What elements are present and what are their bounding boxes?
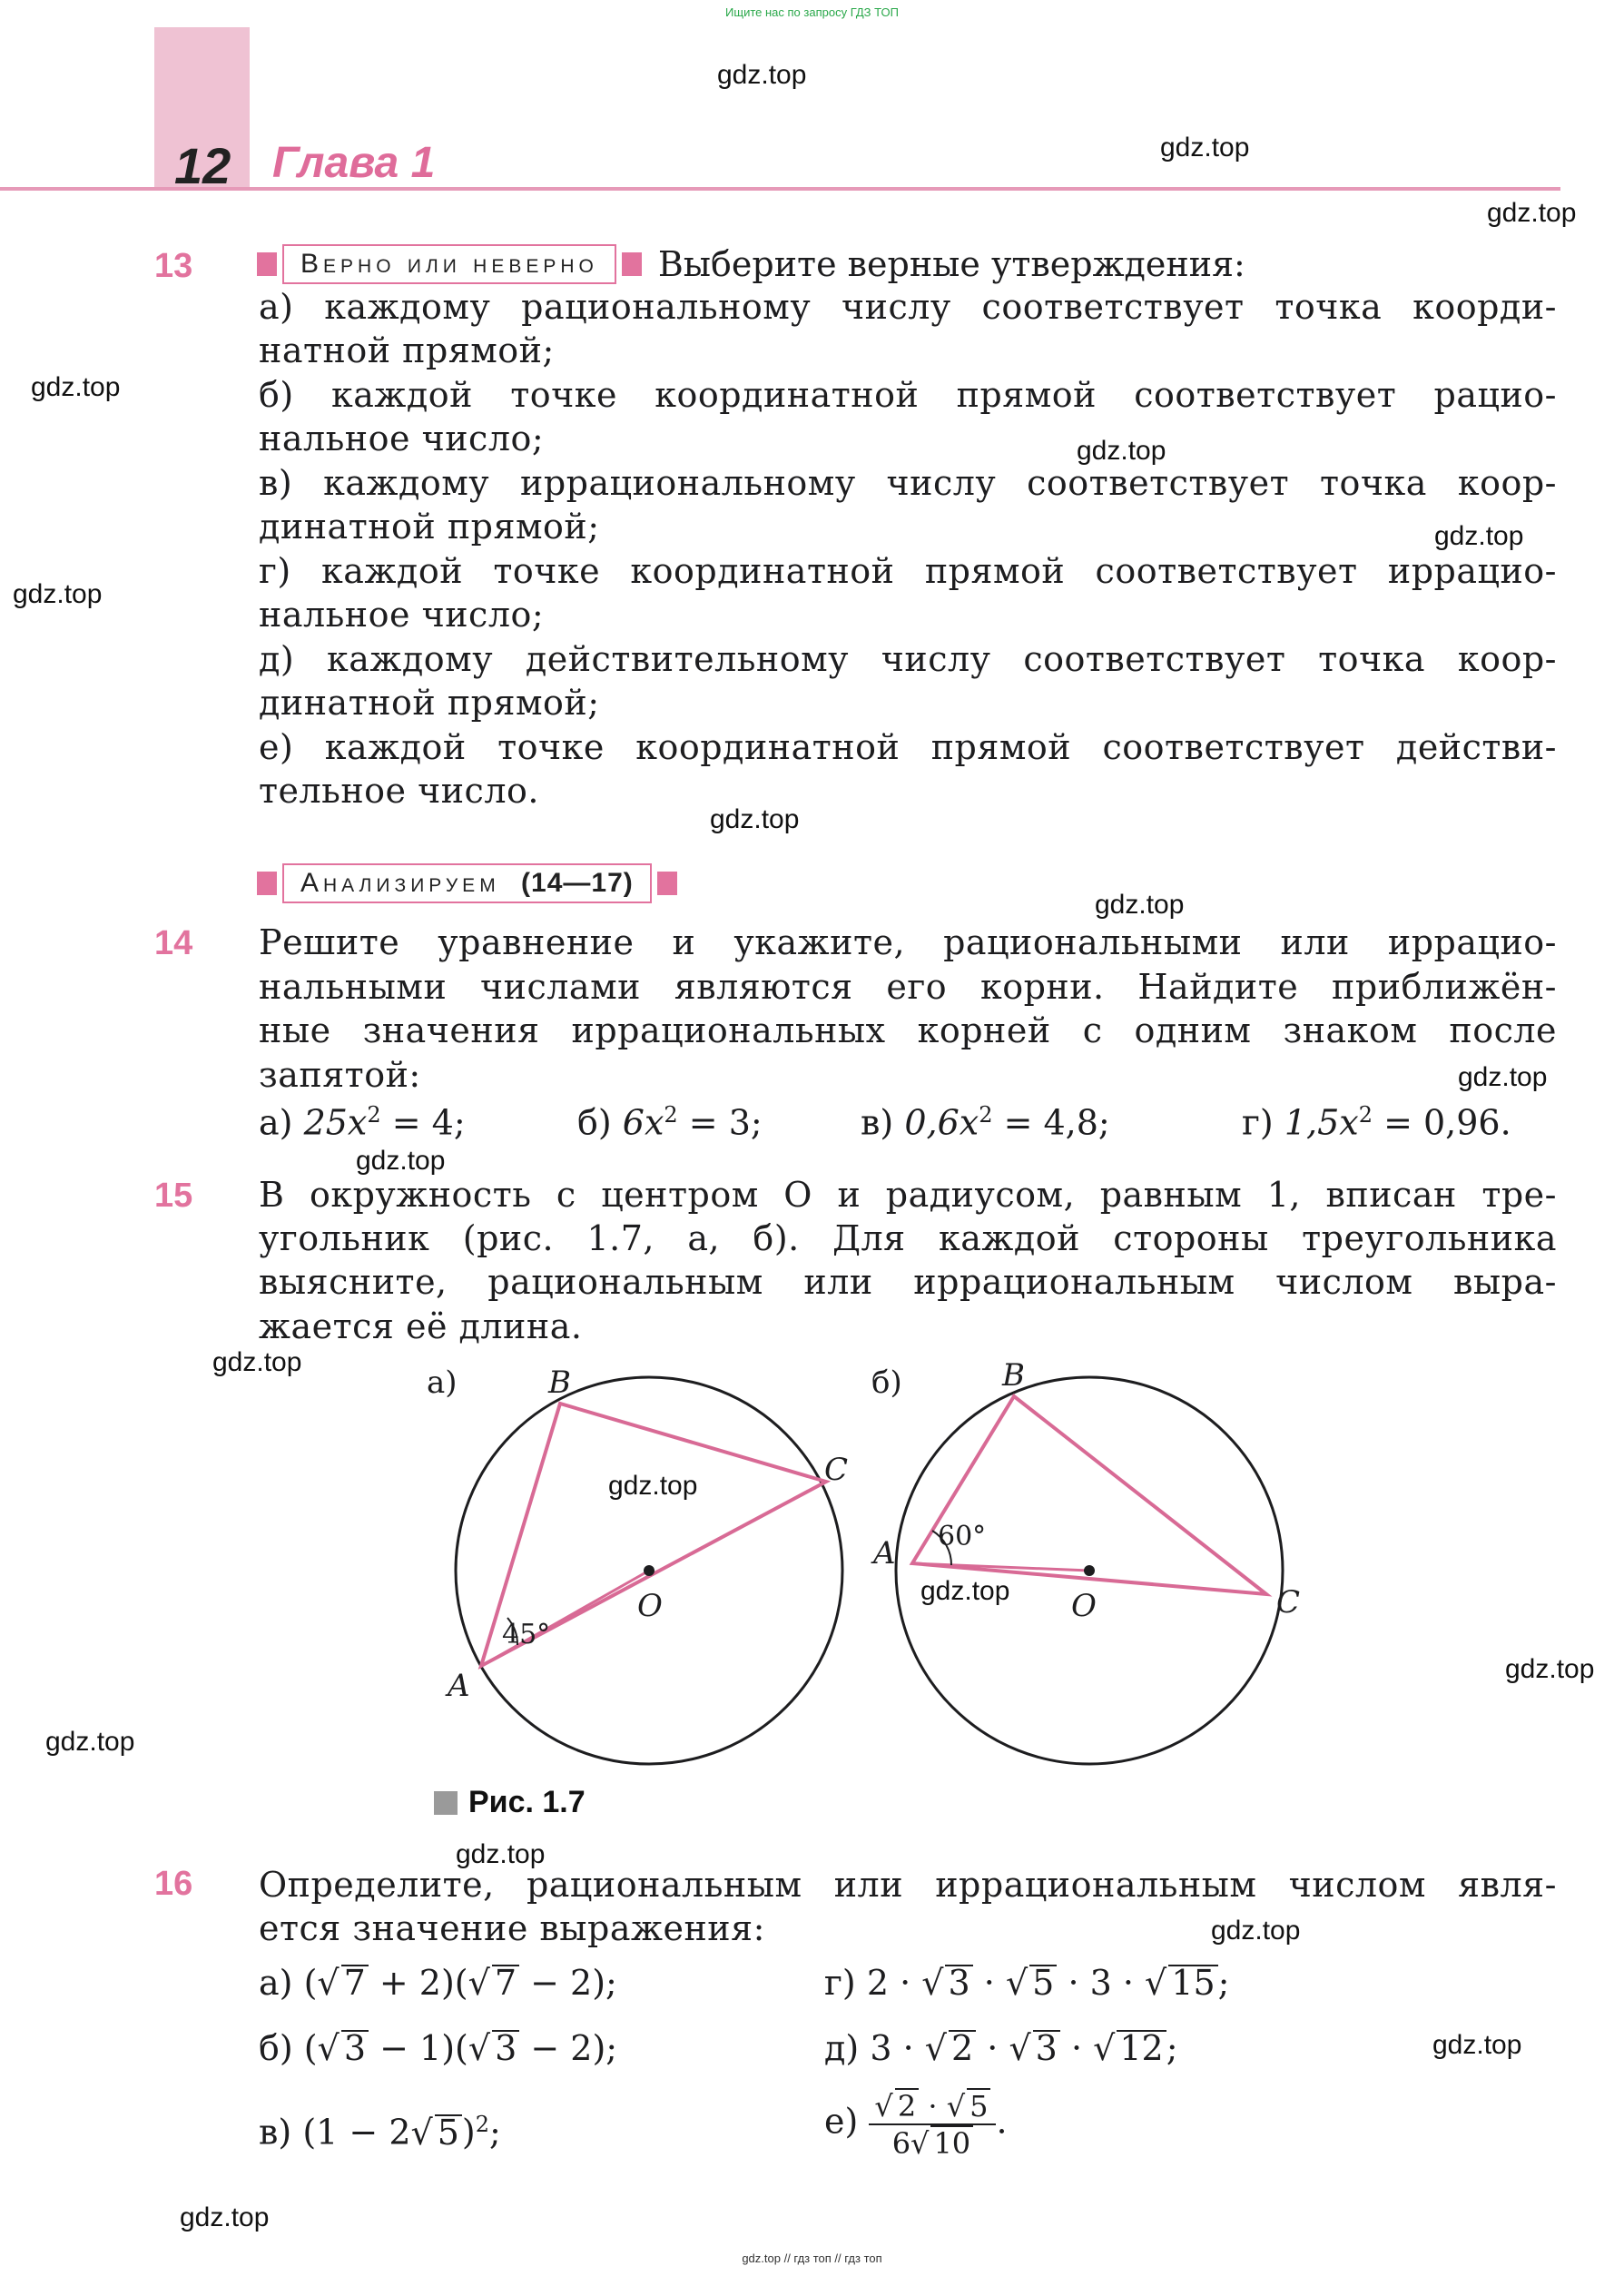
fig-a-point-A: A [448,1668,470,1704]
section-range: (14—17) [521,868,634,898]
fig-a-point-O: O [637,1588,663,1624]
watermark: gdz.top [356,1146,446,1176]
task16-expr-b: б) (√ 3 − 1)(√ 3 − 2); [259,2028,617,2068]
fig-b-center-dot [1084,1565,1095,1576]
watermark: gdz.top [1077,436,1166,466]
task13-line: е) каждой точке координатной прямой соответствует действи- [259,727,1557,767]
watermark: gdz.top [1505,1654,1595,1684]
chapter-title: Глава 1 [272,139,436,187]
bottom-note: gdz.top // гдз топ // гдз топ [742,2251,882,2265]
task16-expr-g: г) 2 · √ 3 · √ 5 · 3 · √ 15; [824,1963,1229,2003]
fig-a-point-B: B [548,1365,571,1401]
task14-line: нальными числами являются его корни. Найдите приближён- [259,967,1557,1007]
watermark: gdz.top [710,804,800,834]
watermark: gdz.top [1458,1062,1548,1092]
task16-line: Определите, рациональным или иррациональным числом явля- [259,1865,1557,1905]
task13-line: нальное число; [259,419,545,458]
task14-line: Решите уравнение и укажите, рациональными или иррацио- [259,922,1557,962]
task13-line: г) каждой точке координатной прямой соответствует иррацио- [259,551,1557,591]
task13-line: д) каждому действительному числу соответствует точка коор- [259,639,1557,679]
task16-expr-e: е) √ $\frac{2 \cdot √ 5}{6√ 10}$ . [824,2088,1008,2161]
task14-item-a [259,1102,466,1143]
fig-a-point-C: C [824,1452,849,1488]
task13-line: нальное число; [259,595,545,635]
item-lhs: 6x [622,1102,664,1143]
watermark: gdz.top [31,372,121,402]
task-number-15: 15 [154,1177,193,1215]
fig-a-center-dot [644,1565,655,1576]
task13-heading [257,243,1245,285]
fig-b-point-O: O [1071,1588,1097,1624]
item-label: г) [1242,1102,1274,1143]
section-label-box [282,863,652,903]
task-number-13: 13 [154,247,193,285]
task15-line: жается её длина. [259,1306,583,1346]
page-number: 12 [174,137,231,194]
task16-line: ется значение выражения: [259,1908,765,1948]
task14-item-b [577,1102,763,1143]
task13-line: б) каждой точке координатной прямой соответствует рацио- [259,375,1557,415]
task16-expr-d: д) 3 · √ 2 · √ 3 · √ 12; [824,2028,1178,2068]
task13-line: натной прямой; [259,330,555,370]
item-exp: 2 [1358,1102,1373,1128]
task15-line: угольник (рис. 1.7, а, б). Для каждой стороны треугольника [259,1218,1557,1258]
task14-item-v [861,1102,1110,1143]
watermark: gdz.top [13,579,103,609]
task-number-14: 14 [154,924,193,962]
heading-marker [257,252,277,276]
item-exp: 2 [979,1102,993,1128]
figure-caption [434,1785,586,1820]
item-label: в) [861,1102,894,1143]
task15-line: выясните, рациональным или иррациональным числом выра- [259,1262,1557,1302]
watermark: gdz.top [1160,133,1250,163]
fig-b-angle: 60° [938,1521,987,1552]
fig-a-angle: 45° [502,1619,551,1650]
watermark: gdz.top [45,1727,135,1757]
task14-line: запятой: [259,1055,421,1095]
task13-line: а) каждому рациональному числу соответствует точка коорди- [259,287,1557,327]
heading-marker [257,872,277,895]
fig-b-point-A: A [873,1535,896,1572]
item-lhs: 25x [303,1102,368,1143]
task-number-16: 16 [154,1865,193,1903]
watermark: gdz.top [212,1347,302,1377]
caption-marker [434,1791,458,1815]
watermark: gdz.top [717,60,807,90]
task13-lead: Выберите верные утверждения: [657,244,1245,284]
section-label: Анализируем [300,868,500,898]
header-rule [0,187,1560,191]
fig-a-label: а) [427,1365,458,1401]
watermark: gdz.top [456,1839,546,1869]
heading-marker [657,872,677,895]
task13-label: Верно или неверно [282,244,616,284]
task16-expr-a: а) (√ 7 + 2)(√ 7 − 2); [259,1963,617,2003]
item-rhs: = 0,96. [1383,1102,1511,1143]
watermark: gdz.top [1487,198,1577,228]
item-label: б) [577,1102,612,1143]
item-rhs: = 4; [391,1102,466,1143]
task14-item-g [1242,1102,1511,1143]
task16-expr-v: в) (1 − 2√ 5)$^2$; [259,2112,501,2153]
watermark: gdz.top [1434,521,1524,551]
top-note: Ищите нас по запросу ГДЗ ТОП [725,5,899,19]
item-label: а) [259,1102,293,1143]
task13-line: динатной прямой; [259,683,600,723]
item-lhs: 1,5x [1284,1102,1359,1143]
item-exp: 2 [664,1102,678,1128]
figure-1-7 [399,1353,1443,1779]
fig-b-point-B: B [1002,1357,1025,1394]
task13-line: динатной прямой; [259,507,600,547]
watermark: gdz.top [1432,2030,1522,2060]
caption-text: Рис. 1.7 [468,1785,586,1819]
watermark: gdz.top [1211,1916,1301,1946]
heading-marker [622,252,642,276]
item-rhs: = 4,8; [1003,1102,1110,1143]
task13-line: тельное число. [259,771,539,811]
fig-b-label: б) [871,1365,902,1401]
task13-line: в) каждому иррациональному числу соответствует точка коор- [259,463,1557,503]
item-exp: 2 [367,1102,381,1128]
watermark: gdz.top [608,1471,698,1501]
task15-line: В окружность с центром O и радиусом, равным 1, вписан тре- [259,1175,1557,1215]
item-rhs: = 3; [688,1102,763,1143]
section-heading [257,862,677,904]
fig-b-point-C: C [1276,1584,1301,1621]
watermark: gdz.top [1095,890,1185,920]
watermark: gdz.top [920,1576,1010,1606]
watermark: gdz.top [180,2202,270,2232]
item-lhs: 0,6x [904,1102,979,1143]
task14-line: ные значения иррациональных корней с одним знаком после [259,1010,1557,1050]
fraction: √ $\frac{2 \cdot √ 5}{6√ 10}$ [869,2088,996,2161]
